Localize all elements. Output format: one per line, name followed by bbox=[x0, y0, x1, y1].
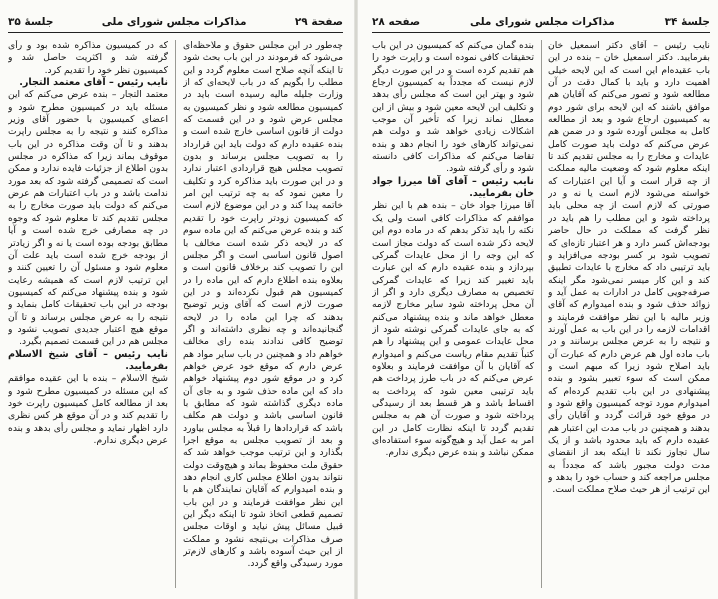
right-page-column-left bbox=[372, 40, 534, 588]
left-page-column-left bbox=[8, 40, 168, 588]
left-page-number: صفحة ۲۹ bbox=[294, 16, 343, 28]
right-col-b-intro: بنده گمان می‌کنم که کمیسیون در این باب تحقیقات کافی نموده است و راپرت خود را هم تقدیم کرده است و در این صورت دیگر لازم نیست که مجدداً به کمیسیون ارجاع شود و بهتر این است که مجلس رأی بدهد و تکلیف این لایحه معین شود و بیش از این معطل نماند زیرا که تأخیر آن موجب اشکالات زیادی خواهد شد و دولت هم نمی‌تواند کارهای خود را انجام دهد و بنده تقاضا می‌کنم که مذاکرات کافی دانسته شود و رأی گرفته شود. bbox=[372, 40, 534, 175]
right-page-header bbox=[372, 14, 710, 30]
right-page-title: مذاکرات مجلس شورای ملی bbox=[470, 16, 615, 28]
book-spine bbox=[354, 0, 358, 599]
left-page-header bbox=[8, 14, 343, 30]
right-speaker-1-heading: نایب رئیس – آقای آقا میرزا جواد خان بفرمایید. bbox=[372, 175, 534, 200]
right-col-a-text: نایب رئیس – آقای دکتر اسمعیل خان بفرمایید. دکتر اسمعیل خان – بنده در این باب عقیده‌ام این است که این لایحه خیلی اهمیت دارد و باید با کمال دقت در آن مطالعه شود و تصور می‌کنم که آقایان هم موافق باشند که این لایحه برای شور دوم به کمیسیون ارجاع شود و بعد از مطالعه کامل به مجلس آورده شود و در ضمن هم عرض می‌کنم که دولت باید صورت کامل عایدات و مخارج را به مجلس تقدیم کند تا اینکه معلوم شود که وضعیت مالیه مملکت از چه قرار است و آیا این اعتبارات که خواسته می‌شود لازم است یا نه و در صورتی که لازم است از چه محلی باید پرداخته شود و این مطلب را هم باید در نظر گرفت که مملکت در حال حاضر بودجه‌اش کسر دارد و هر اعتبار تازه‌ای که تصویب شود بر کسر بودجه می‌افزاید و باید ترتیبی داد که مخارج با عایدات تطبیق کند و این کار میسر نمی‌شود مگر اینکه صرفه‌جویی کامل در ادارات به عمل آید و زوائد حذف شود و بنده امیدوارم که آقای وزیر مالیه با این نظر موافقت فرمایند و اقدامات لازمه را در این باب به عمل آورند و نتیجه را به عرض مجلس برسانند و در باب ماده اول هم عرض دارم که عبارت آن باید اصلاح شود زیرا که مبهم است و ممکن است که سوء تعبیر بشود و بنده پیشنهادی در این باب تقدیم کرده‌ام که امیدوارم مورد توجه کمیسیون واقع شود و در موقع خود قرائت گردد و آقایان رأی بدهند و همچنین در باب مدت این اعتبار هم عقیده دارم که باید محدود باشد و از یک سال تجاوز نکند تا اینکه بعد از انقضای مدت دولت مجبور باشد که مجدداً به مجلس مراجعه کند و حساب خود را بدهد و این ترتیب از هر حیث صلاح مملکت است. bbox=[548, 40, 710, 496]
right-header-rule bbox=[372, 32, 710, 33]
left-page bbox=[8, 14, 343, 588]
right-page bbox=[372, 14, 710, 588]
left-speaker-2-text: شیخ الاسلام – بنده با این عقیده موافقم که این مسئله در کمیسیون مطرح شود و بعد از مطالعه کامل کمیسیون راپرت خود را تقدیم کند و در آن موقع هر کس نظری دارد اظهار نماید و مجلس رأی بدهد و بنده عرض دیگری ندارم. bbox=[8, 373, 168, 446]
left-column-divider bbox=[175, 40, 176, 588]
right-page-column-right bbox=[548, 40, 710, 588]
right-page-number: صفحه ۲۸ bbox=[372, 16, 421, 28]
right-page-session: جلسهٔ ۳۴ bbox=[664, 16, 710, 28]
right-column-divider bbox=[541, 40, 542, 588]
left-col-b-intro: که در کمیسیون مذاکره شده بود و رأی گرفته شد و اکثریت حاصل شد و کمیسیون نظر خود را تقدیم کرد. bbox=[8, 40, 168, 76]
left-speaker-1-heading: نایب رئیس – آقای معتمد التجار. bbox=[19, 77, 168, 89]
left-header-rule bbox=[8, 32, 343, 33]
left-page-session: جلسهٔ ۳۵ bbox=[8, 16, 54, 28]
left-page-column-right bbox=[183, 40, 343, 588]
right-speaker-1-text: آقا میرزا جواد خان – بنده هم با این نظر موافقم که مذاکرات کافی است ولی یک نکته را باید تذکر بدهم که در ماده دوم این لایحه ذکر شده است که دولت مجاز است که این وجه را از محل عایدات گمرکی بپردازد و بنده عقیده دارم که این عبارت باید تغییر کند زیرا که عایدات گمرکی تخصیص به مصارف دیگری دارد و اگر از آن محل پرداخته شود سایر مخارج لازمه معطل خواهد ماند و بنده پیشنهاد می‌کنم که به جای عایدات گمرکی نوشته شود از محل عایدات عمومی و این پیشنهاد را هم کتباً تقدیم مقام ریاست می‌کنم و امیدوارم که آقایان با آن موافقت فرمایند و بعلاوه عرض می‌کنم که در باب طرز پرداخت هم باید ترتیبی معین شود که پرداخت به اقساط باشد و هر قسط بعد از رسیدگی پرداخته شود و صورت آن هم به مجلس تقدیم گردد تا اینکه نظارت کامل در این امر به عمل آید و هیچ‌گونه سوء استفاده‌ای ممکن نباشد و بنده عرض دیگری ندارم. bbox=[372, 200, 534, 459]
left-col-a-text: چه‌طور در این مجلس حقوق و ملاحظه‌ای می‌شود که فرمودند در این باب بحث شود تا اینکه آنچه صلاح است معلوم گردد و این مطلب را بگویم که در باب لایحه‌ای که از وزارت جلیله مالیه رسیده است باید در کمیسیون مطالعه شود و نظر کمیسیون به مجلس عرض شود و در این قسمت که دولت از قانون اساسی خارج شده است و بنده عقیده دارم که دولت باید این قرارداد را به تصویب مجلس برساند و بدون تصویب مجلس هیچ قراردادی اعتبار ندارد و در این صورت باید مذاکره کرد و تکلیف را معین نمود که به چه ترتیب این امر خاتمه پیدا کند و در این موضوع لازم است که کمیسیون زودتر راپرت خود را تقدیم کند و بنده عرض می‌کنم که این ماده سوم که در لایحه ذکر شده است مخالف با اصول قانون اساسی است و اگر مجلس این را تصویب کند برخلاف قانون است و بعلاوه بنده اطلاع دارم که این ماده را در کمیسیون هم قبول نکرده‌اند و در این صورت لازم است که آقای وزیر توضیح بدهند که چرا این ماده را در لایحه گنجانیده‌اند و چه نظری داشته‌اند و اگر توضیح کافی ندادند بنده رای مخالف خواهم داد و همچنین در باب سایر مواد هم عرض دارم که موقع خود عرض خواهم کرد و در موقع شور دوم پیشنهاد خواهم داد که این ماده حذف شود و به جای آن ماده دیگری گذاشته شود که مطابق با قانون اساسی باشد و دولت هم مکلف باشد که قراردادها را قبلاً به مجلس بیاورد و بعد از تصویب مجلس به موقع اجرا بگذارد و این ترتیب موجب خواهد شد که حقوق ملت محفوظ بماند و هیچ‌وقت دولت نتواند بدون اطلاع مجلس کاری انجام دهد و بنده امیدوارم که آقایان نمایندگان هم با این نظر موافقت فرمایند و در این باب تصمیم قطعی اتخاذ شود تا اینکه دیگر این قبیل مسائل پیش نیاید و اوقات مجلس صرف مذاکرات بی‌نتیجه نشود و مملکت از این حیث آسوده باشد و کارهای لازم‌تر مورد رسیدگی واقع گردد. bbox=[183, 40, 343, 570]
left-speaker-1-text: معتمد التجار – بنده عرض می‌کنم که این مسئله باید در کمیسیون مطرح شود و اعضای کمیسیون با حضور آقای وزیر مذاکره کنند و نتیجه را به مجلس راپرت بدهند و تا آن وقت مذاکره در این باب موقوف بماند زیرا که مذاکره در مجلس بدون اطلاع از جزئیات فایده ندارد و ممکن است که تصمیمی گرفته شود که بعد مورد ندامت باشد و در باب اعتبارات هم عرض می‌کنم که دولت باید صورت مخارج را به مجلس تقدیم کند تا معلوم شود که وجوه در چه مصارفی خرج شده است و آیا مطابق بودجه بوده است یا نه و اگر زیادتر از بودجه خرج شده است باید علت آن معلوم شود و مسئول آن را تعیین کنند و این ترتیب لازم است که همیشه رعایت شود و بنده پیشنهاد می‌کنم که کمیسیون بودجه در این باب تحقیقات کامل بنماید و نتیجه را به عرض مجلس برساند و تا آن موقع هیچ اعتبار جدیدی تصویب نشود و مجلس هم در این قسمت تصمیم بگیرد. bbox=[8, 89, 168, 348]
left-page-title: مذاکرات مجلس شورای ملی bbox=[101, 16, 247, 28]
left-speaker-2-heading: نایب رئیس – آقای شیخ الاسلام بفرمایید. bbox=[8, 348, 168, 372]
